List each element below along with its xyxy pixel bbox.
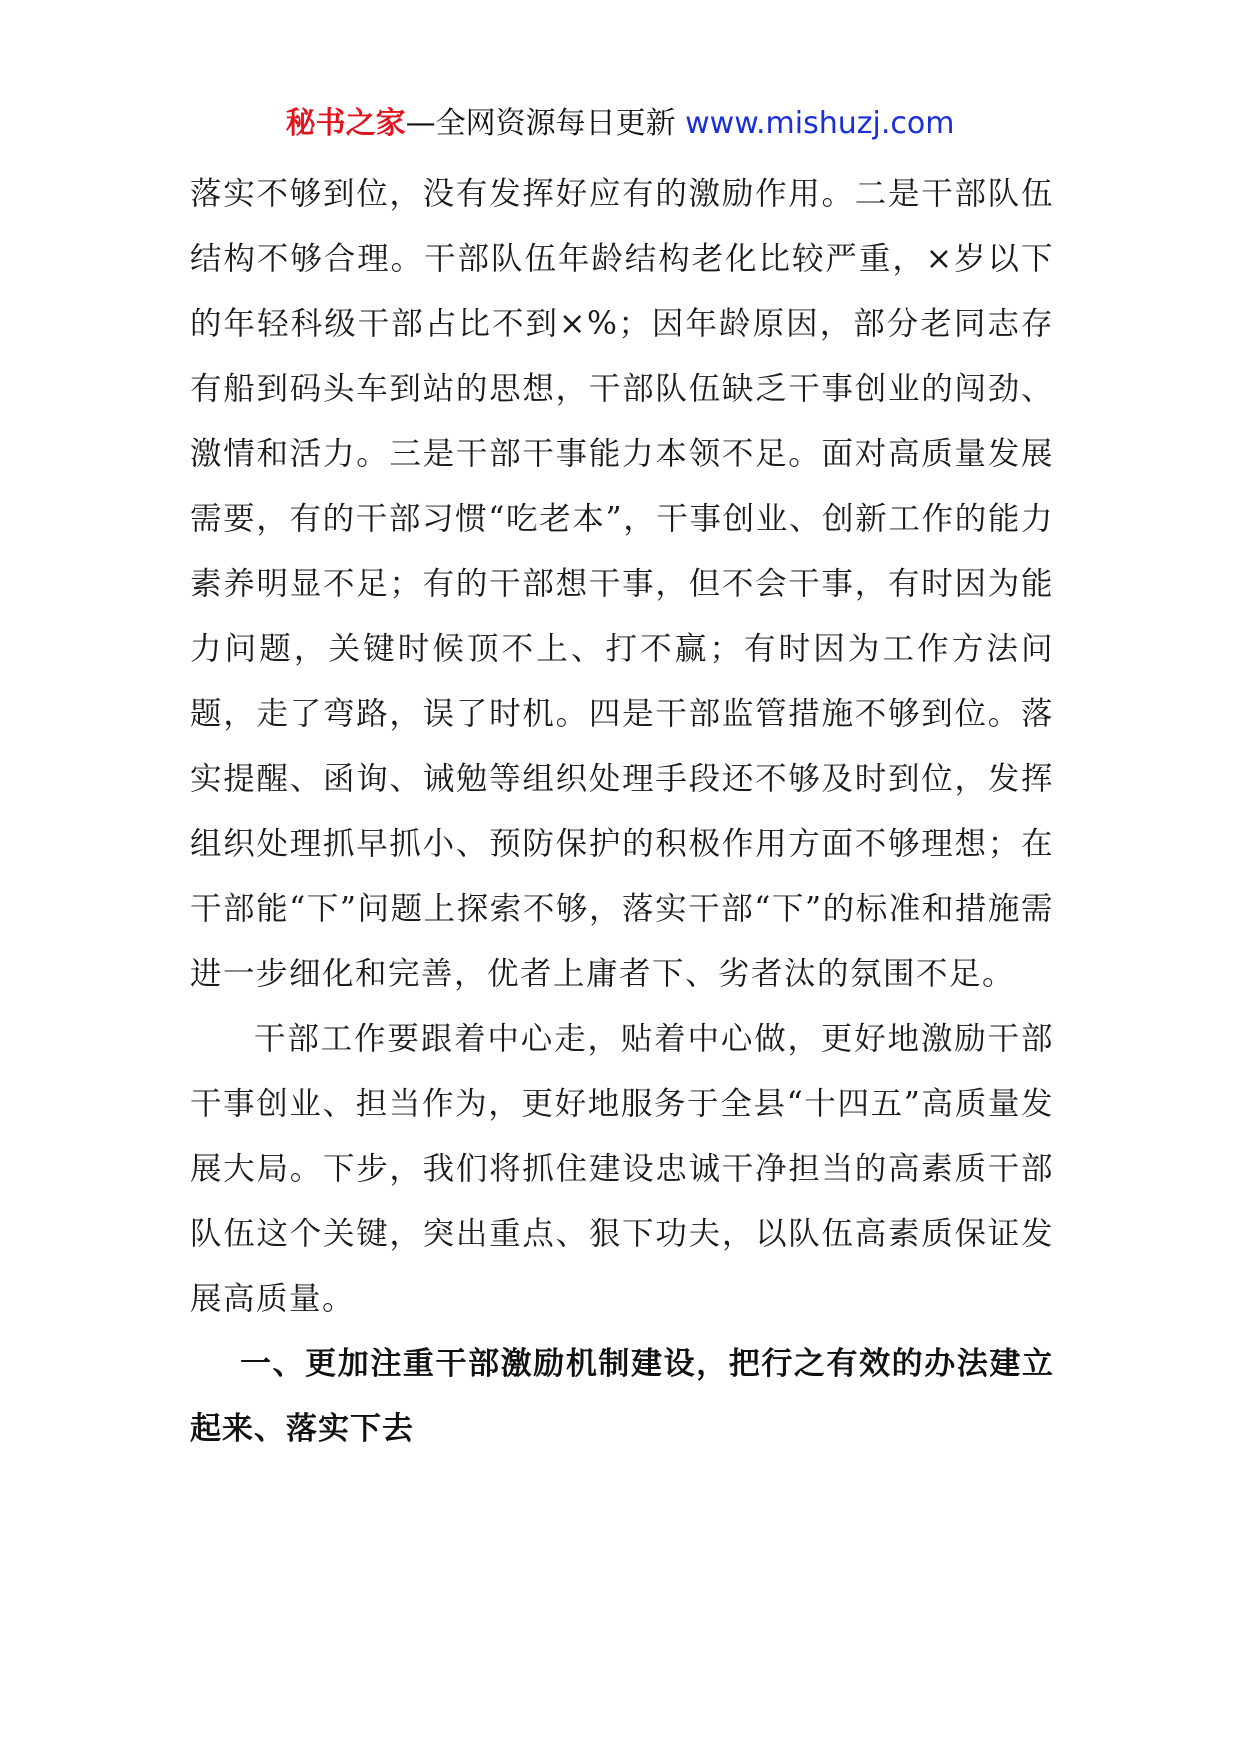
brand-name: 秘书之家 (285, 106, 406, 141)
paragraph: 干部工作要跟着中心走，贴着中心做，更好地激励干部干事创业、担当作为，更好地服务于全县“十四五”高质量发展大局。下步，我们将抓住建设忠诚干净担当的高素质干部队伍这个关键，突出重点、狠下功夫，以队伍高素质保证发展高质量。 (190, 1021, 1054, 1317)
section-heading: 一、更加注重干部激励机制建设，把行之有效的办法建立起来、落实下去 (190, 1346, 1054, 1447)
paragraph-continued: 落实不够到位，没有发挥好应有的激励作用。二是干部队伍结构不够合理。干部队伍年龄结构老化比较严重，×岁以下的年轻科级干部占比不到×%；因年龄原因，部分老同志存有船到码头车到站的思想，干部队伍缺乏干事创业的闯劲、激情和活力。三是干部干事能力本领不足。面对高质量发展需要，有的干部习惯“吃老本”，干事创业、创新工作的能力素养明显不足；有的干部想干事，但不会干事，有时因为能力问题，关键时候顶不上、打不赢；有时因为工作方法问题，走了弯路，误了时机。四是干部监管措施不够到位。落实提醒、函询、诫勉等组织处理手段还不够及时到位，发挥组织处理抓早抓小、预防保护的积极作用方面不够理想；在干部能“下”问题上探索不够，落实干部“下”的标准和措施需进一步细化和完善，优者上庸者下、劣者汰的氛围不足。 (190, 176, 1054, 992)
header-slogan: —全网资源每日更新 (405, 106, 686, 141)
document-body (190, 162, 1054, 1462)
site-url-link[interactable]: www.mishuzj.com (685, 106, 955, 141)
site-header (0, 102, 1240, 146)
